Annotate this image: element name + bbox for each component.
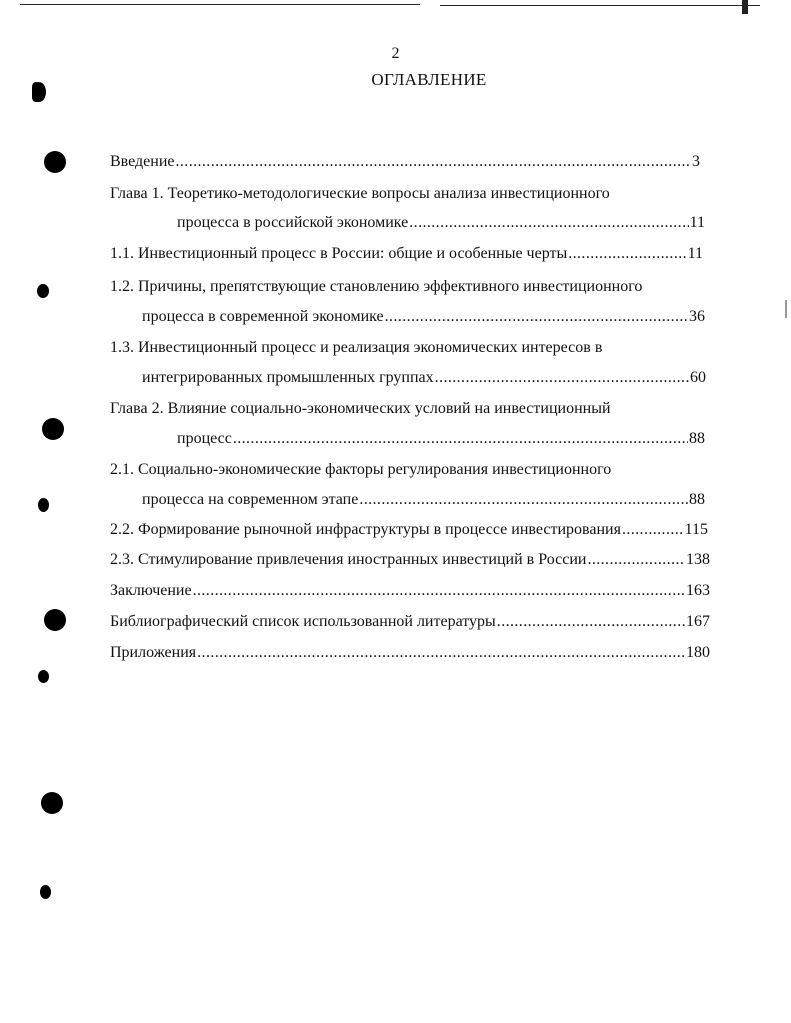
toc-entry-chapter-2-title[interactable]: Глава 2. Влияние социально-экономических условий на инвестиционный — [110, 400, 611, 417]
toc-entry-page: 88 — [689, 491, 705, 508]
toc-entry-page: 167 — [686, 613, 710, 630]
dot-leader — [587, 551, 685, 569]
dot-leader — [622, 521, 684, 539]
toc-entry-title: процесса на современном этапе — [142, 491, 359, 508]
dot-leader — [359, 491, 688, 509]
toc-entry-title: Заключение — [110, 582, 192, 599]
toc-entry-title: процесс — [177, 430, 232, 447]
page-number: 2 — [391, 45, 400, 62]
toc-entry-section-2-3[interactable] — [110, 551, 710, 573]
toc-entry-page: 180 — [686, 644, 710, 661]
toc-entry-title: Библиографический список использованной литературы — [110, 613, 496, 630]
toc-entry-conclusion[interactable] — [110, 582, 710, 604]
scan-edge-line — [20, 4, 420, 5]
dot-leader — [233, 430, 688, 448]
dot-leader — [435, 369, 689, 387]
toc-entry-title: Приложения — [110, 644, 197, 661]
toc-entry-section-2-2[interactable] — [110, 521, 708, 543]
toc-entry-title: 1.1. Инвестиционный процесс в России: общие и особенные черты — [110, 245, 568, 262]
scan-edge-line — [440, 5, 760, 6]
toc-entry-title: процесса в российской экономике — [177, 214, 409, 231]
toc-entry-page: 88 — [689, 430, 705, 447]
dot-leader — [193, 582, 685, 600]
toc-entry-title: процесса в современной экономике — [142, 308, 384, 325]
binder-hole-small — [37, 284, 49, 298]
toc-entry-chapter-2[interactable] — [177, 430, 705, 452]
toc-entry-page: 115 — [684, 521, 708, 538]
toc-entry-section-1-2-title[interactable]: 1.2. Причины, препятствующие становлению эффективного инвестиционного — [110, 278, 643, 295]
dot-leader — [568, 245, 686, 263]
dot-leader — [409, 214, 688, 232]
binder-hole-small — [38, 670, 49, 683]
toc-entry-section-1-3[interactable] — [142, 369, 706, 391]
scan-edge-mark — [785, 300, 787, 318]
toc-entry-page: 11 — [689, 214, 705, 231]
binder-hole — [44, 609, 66, 631]
toc-entry-page: 163 — [686, 582, 710, 599]
toc-entry-bibliography[interactable] — [110, 613, 710, 635]
toc-entry-page: 60 — [690, 369, 706, 386]
toc-entry-section-1-3-title[interactable]: 1.3. Инвестиционный процесс и реализация экономических интересов в — [110, 339, 603, 356]
toc-entry-section-2-1[interactable] — [142, 491, 705, 513]
dot-leader — [176, 153, 692, 171]
binder-hole — [42, 418, 64, 440]
dot-leader — [497, 613, 685, 631]
binder-hole — [44, 151, 66, 173]
toc-entry-title: интегрированных промышленных группах — [142, 369, 434, 386]
binder-hole-small — [40, 885, 51, 899]
toc-entry-section-1-1[interactable] — [110, 245, 703, 267]
toc-entry-chapter-1-title[interactable]: Глава 1. Теоретико-методологические вопросы анализа инвестиционного — [110, 185, 610, 202]
toc-entry-title: 2.2. Формирование рыночной инфраструктуры в процессе инвестирования — [110, 521, 621, 538]
toc-entry-page: 138 — [686, 551, 710, 568]
binder-hole — [41, 792, 63, 814]
toc-entry-page: 11 — [687, 245, 703, 262]
toc-entry-section-1-2[interactable] — [142, 308, 705, 330]
toc-entry-appendix[interactable] — [110, 644, 710, 666]
dot-leader — [385, 308, 688, 326]
scan-edge-mark — [742, 0, 748, 14]
page-title: ОГЛАВЛЕНИЕ — [371, 70, 487, 89]
toc-entry-page: 3 — [692, 153, 700, 170]
dot-leader — [197, 644, 685, 662]
binder-hole-small — [38, 498, 49, 512]
toc-entry-title: Введение — [110, 153, 175, 170]
toc-entry-intro[interactable] — [110, 153, 700, 175]
toc-entry-chapter-1[interactable] — [177, 214, 705, 236]
toc-entry-section-2-1-title[interactable]: 2.1. Социально-экономические факторы регулирования инвестиционного — [110, 461, 612, 478]
toc-entry-title: 2.3. Стимулирование привлечения иностранных инвестиций в России — [110, 551, 587, 568]
toc-entry-page: 36 — [689, 308, 705, 325]
